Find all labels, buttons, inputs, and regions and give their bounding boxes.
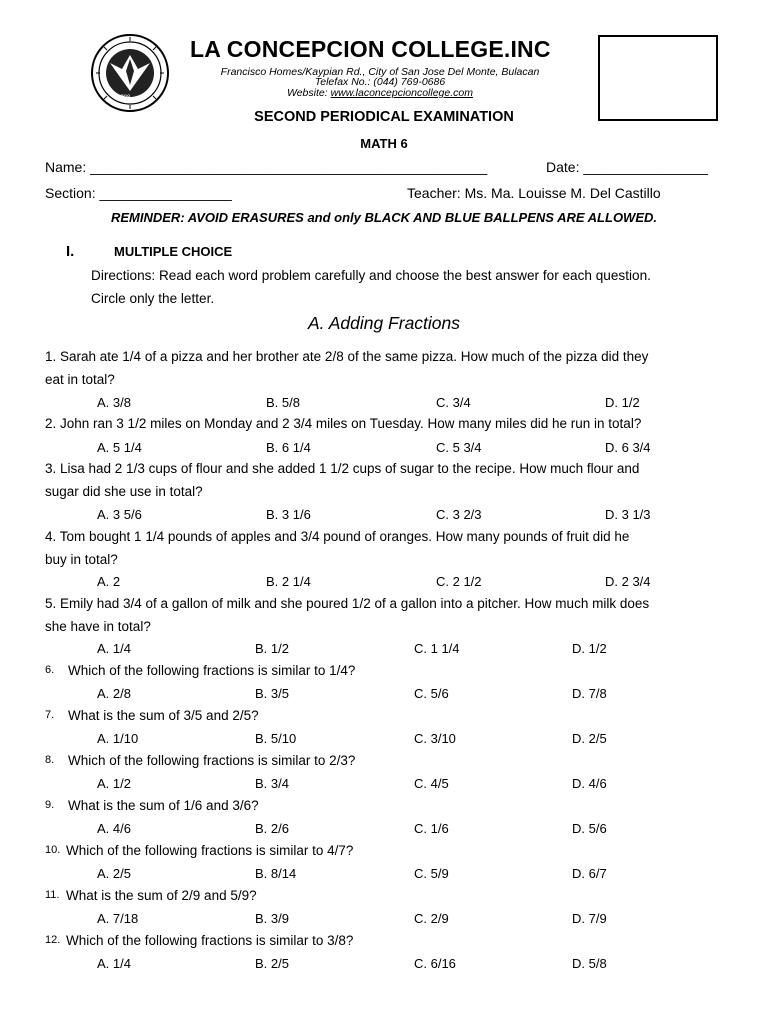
question-12-number: 12. — [45, 934, 61, 946]
question-6-number: 6. — [45, 664, 55, 676]
question-9-text: What is the sum of 1/6 and 3/6? — [68, 798, 259, 813]
question-1-choice-b[interactable]: B. 5/8 — [266, 395, 300, 410]
school-address: Francisco Homes/Kaypian Rd., City of San Jose Del Monte, Bulacan — [220, 66, 540, 78]
question-6-choice-d[interactable]: D. 7/8 — [572, 686, 607, 701]
section-heading: A. Adding Fractions — [307, 313, 461, 333]
question-12-choice-c[interactable]: C. 6/16 — [414, 956, 456, 971]
part-number: I. — [66, 243, 75, 260]
question-7-choice-c[interactable]: C. 3/10 — [414, 731, 456, 746]
question-2-choice-b[interactable]: B. 6 1/4 — [266, 440, 311, 455]
section-field[interactable]: Section: _________________ — [45, 185, 232, 201]
question-5-line-1: 5. Emily had 3/4 of a gallon of milk and she poured 1/2 of a gallon into a pitcher. How much milk does — [45, 596, 650, 611]
question-1-line-1: 1. Sarah ate 1/4 of a pizza and her brother ate 2/8 of the same pizza. How much of the pizza did they — [45, 349, 649, 364]
question-3-choice-d[interactable]: D. 3 1/3 — [605, 507, 651, 522]
question-5-choice-c[interactable]: C. 1 1/4 — [414, 641, 460, 656]
question-11-choice-c[interactable]: C. 2/9 — [414, 911, 449, 926]
question-8-choice-a[interactable]: A. 1/2 — [97, 776, 131, 791]
question-4-choice-b[interactable]: B. 2 1/4 — [266, 574, 311, 589]
question-9-choice-a[interactable]: A. 4/6 — [97, 821, 131, 836]
question-2-choice-a[interactable]: A. 5 1/4 — [97, 440, 142, 455]
name-field[interactable]: Name: ___________________________________________________ — [45, 159, 488, 175]
school-telefax: Telefax No.: (044) 769-0686 — [314, 76, 446, 88]
question-1-choice-d[interactable]: D. 1/2 — [605, 395, 640, 410]
question-10-choice-b[interactable]: B. 8/14 — [255, 866, 297, 881]
question-12-choice-d[interactable]: D. 5/8 — [572, 956, 607, 971]
question-4-choice-c[interactable]: C. 2 1/2 — [436, 574, 482, 589]
question-12-choice-a[interactable]: A. 1/4 — [97, 956, 131, 971]
question-2-line-1: 2. John ran 3 1/2 miles on Monday and 2 3/4 miles on Tuesday. How many miles did he run in total? — [45, 416, 642, 431]
question-5-choice-b[interactable]: B. 1/2 — [255, 641, 289, 656]
date-field[interactable]: Date: ________________ — [546, 159, 708, 175]
question-11-text: What is the sum of 2/9 and 5/9? — [66, 888, 257, 903]
question-12-text: Which of the following fractions is similar to 3/8? — [66, 933, 354, 948]
question-9-choice-c[interactable]: C. 1/6 — [414, 821, 449, 836]
question-10-number: 10. — [45, 844, 61, 856]
website-link[interactable]: www.laconcepcioncollege.com — [330, 87, 473, 99]
question-5-choice-a[interactable]: A. 1/4 — [97, 641, 131, 656]
exam-subject: MATH 6 — [360, 136, 408, 151]
question-10-choice-d[interactable]: D. 6/7 — [572, 866, 607, 881]
question-7-choice-b[interactable]: B. 5/10 — [255, 731, 297, 746]
question-3-line-2: sugar did she use in total? — [45, 484, 203, 499]
question-12-choice-b[interactable]: B. 2/5 — [255, 956, 289, 971]
question-4-choice-d[interactable]: D. 2 3/4 — [605, 574, 651, 589]
question-8-text: Which of the following fractions is similar to 2/3? — [68, 753, 356, 768]
question-11-choice-d[interactable]: D. 7/9 — [572, 911, 607, 926]
question-9-choice-b[interactable]: B. 2/6 — [255, 821, 289, 836]
question-6-text: Which of the following fractions is similar to 1/4? — [68, 663, 356, 678]
website-label: Website: — [287, 87, 331, 99]
question-10-choice-a[interactable]: A. 2/5 — [97, 866, 131, 881]
question-11-number: 11. — [45, 889, 60, 901]
question-6-choice-c[interactable]: C. 5/6 — [414, 686, 449, 701]
question-1-line-2: eat in total? — [45, 372, 115, 387]
question-7-number: 7. — [45, 709, 55, 721]
question-10-choice-c[interactable]: C. 5/9 — [414, 866, 449, 881]
teacher-field: Teacher: Ms. Ma. Louisse M. Del Castillo — [407, 185, 661, 201]
question-8-number: 8. — [45, 754, 55, 766]
question-4-line-2: buy in total? — [45, 552, 118, 567]
directions-line-2: Circle only the letter. — [91, 291, 215, 306]
directions-line-1: Directions: Read each word problem carefully and choose the best answer for each question. — [91, 268, 651, 283]
exam-title: SECOND PERIODICAL EXAMINATION — [254, 109, 514, 125]
question-2-choice-d[interactable]: D. 6 3/4 — [605, 440, 651, 455]
question-11-choice-a[interactable]: A. 7/18 — [97, 911, 139, 926]
question-6-choice-b[interactable]: B. 3/5 — [255, 686, 289, 701]
question-5-choice-d[interactable]: D. 1/2 — [572, 641, 607, 656]
school-website — [205, 87, 555, 99]
question-3-line-1: 3. Lisa had 2 1/3 cups of flour and she added 1 1/2 cups of sugar to the recipe. How much flour and — [45, 461, 640, 476]
question-3-choice-a[interactable]: A. 3 5/6 — [97, 507, 142, 522]
question-10-text: Which of the following fractions is similar to 4/7? — [66, 843, 354, 858]
question-5-line-2: she have in total? — [45, 619, 151, 634]
logo-year: 1998 — [117, 95, 131, 101]
school-name: LA CONCEPCION COLLEGE.INC — [190, 36, 551, 62]
question-7-text: What is the sum of 3/5 and 2/5? — [68, 708, 259, 723]
school-logo — [90, 33, 170, 113]
question-9-choice-d[interactable]: D. 5/6 — [572, 821, 607, 836]
question-7-choice-d[interactable]: D. 2/5 — [572, 731, 607, 746]
question-4-line-1: 4. Tom bought 1 1/4 pounds of apples and 3/4 pound of oranges. How many pounds of fruit did he — [45, 529, 630, 544]
question-1-choice-a[interactable]: A. 3/8 — [97, 395, 131, 410]
question-11-choice-b[interactable]: B. 3/9 — [255, 911, 289, 926]
question-1-choice-c[interactable]: C. 3/4 — [436, 395, 471, 410]
question-9-number: 9. — [45, 799, 55, 811]
question-8-choice-b[interactable]: B. 3/4 — [255, 776, 289, 791]
question-3-choice-b[interactable]: B. 3 1/6 — [266, 507, 311, 522]
question-2-choice-c[interactable]: C. 5 3/4 — [436, 440, 482, 455]
question-7-choice-a[interactable]: A. 1/10 — [97, 731, 139, 746]
question-3-choice-c[interactable]: C. 3 2/3 — [436, 507, 482, 522]
reminder-text: REMINDER: AVOID ERASURES and only BLACK AND BLUE BALLPENS ARE ALLOWED. — [110, 210, 657, 225]
question-6-choice-a[interactable]: A. 2/8 — [97, 686, 131, 701]
part-title: MULTIPLE CHOICE — [114, 244, 233, 259]
question-8-choice-d[interactable]: D. 4/6 — [572, 776, 607, 791]
question-8-choice-c[interactable]: C. 4/5 — [414, 776, 449, 791]
question-4-choice-a[interactable]: A. 2 — [97, 574, 121, 589]
